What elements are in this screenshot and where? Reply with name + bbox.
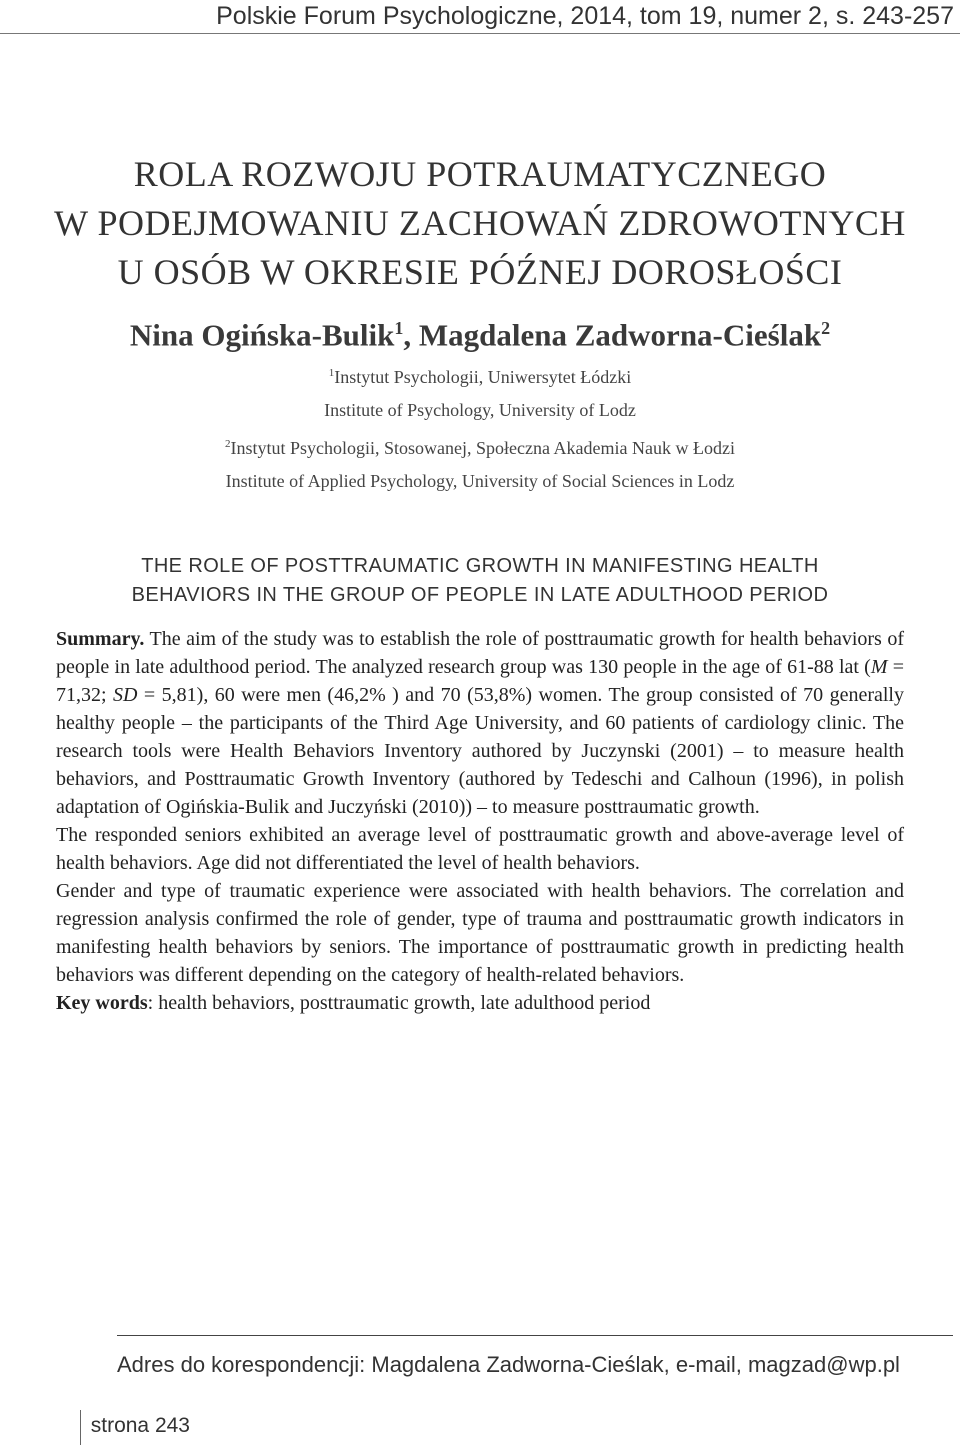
affiliation-2-mark: 2 — [225, 438, 231, 450]
page-number: strona 243 — [90, 1414, 190, 1437]
author-list — [40, 308, 920, 355]
keywords-label: Key words — [56, 992, 148, 1014]
article-title — [40, 150, 920, 297]
affiliation-1 — [40, 357, 920, 427]
summary-label: Summary. — [56, 628, 145, 650]
abstract-text: The aim of the study was to establish the role of posttraumatic growth for health behaviors of people in late adulthood period. The analyzed research group was 130 people in the age of 61-88 lat ( — [56, 628, 904, 678]
author-1: Nina Ogińska-Bulik — [129, 317, 395, 353]
keywords — [56, 989, 904, 1017]
affiliation-1-polish: Instytut Psychologii, Uniwersytet Łódzki — [334, 367, 632, 387]
author-2: Magdalena Zadworna-Cieślak — [418, 317, 822, 353]
footnote-divider — [117, 1335, 953, 1336]
english-title-line-1: THE ROLE OF POSTTRAUMATIC GROWTH IN MANIFESTING HEALTH — [141, 555, 819, 577]
affiliation-2-english: Institute of Applied Psychology, University of Social Sciences in Lodz — [225, 471, 735, 491]
keywords-list: : health behaviors, posttraumatic growth, late adulthood period — [147, 992, 651, 1014]
abstract-text: = 5,81), 60 were men (46,2% ) and 70 (53,8%) women. The group consisted of 70 generally healthy people – the participants of the Third Age University, and 60 patients of cardiology clinic. The research tools were Health Behaviors Inventory authored by Juczynski (2001) – to measure health behaviors, and Posttraumatic Growth Inventory (authored by Tedeschi and Calhoun (1996), in polish adaptation of Ogińskia-Bulik and Juczyński (2010)) – to measure posttraumatic growth. — [56, 684, 904, 818]
author-2-affiliation-mark: 2 — [821, 318, 831, 338]
sd-symbol: SD — [113, 684, 138, 706]
correspondence-footnote: Adres do korespondencji: Magdalena Zadworna-Cieślak, e-mail, magzad@wp.pl — [117, 1352, 900, 1377]
running-head: Polskie Forum Psychologiczne, 2014, tom 19, numer 2, s. 243-257 — [0, 0, 960, 34]
abstract-paragraph-2: The responded seniors exhibited an average level of posttraumatic growth and above-average level of health behaviors. Age did not differentiated the level of health behaviors. — [56, 824, 904, 874]
author-1-affiliation-mark: 1 — [394, 318, 404, 338]
mean-symbol: M — [870, 656, 888, 678]
english-title — [56, 552, 904, 610]
affiliation-2 — [40, 428, 920, 498]
affiliation-2-polish: Instytut Psychologii, Stosowanej, Społeczna Akademia Nauk w Łodzi — [230, 438, 735, 458]
abstract-paragraph-3: Gender and type of traumatic experience were associated with health behaviors. The correlation and regression analysis confirmed the role of gender, type of trauma and posttraumatic growth indicators in manifesting health behaviors by seniors. The importance of posttraumatic growth in predicting health behaviors was different depending on the category of health-related behaviors. — [56, 880, 904, 986]
title-line-1: ROLA ROZWOJU POTRAUMATYCZNEGO — [133, 154, 827, 194]
abstract-paragraph-1 — [56, 625, 904, 821]
title-line-3: U OSÓB W OKRESIE PÓŹNEJ DOROSŁOŚCI — [117, 252, 843, 292]
affiliation-1-mark: 1 — [328, 367, 335, 379]
affiliation-1-english: Institute of Psychology, University of Lodz — [324, 400, 636, 420]
title-line-2: W PODEJMOWANIU ZACHOWAŃ ZDROWOTNYCH — [54, 203, 906, 243]
author-separator: , — [403, 317, 419, 353]
english-title-line-2: BEHAVIORS IN THE GROUP OF PEOPLE IN LATE ADULTHOOD PERIOD — [131, 584, 829, 606]
abstract — [56, 625, 904, 1017]
abstract-text: = 71,32; — [56, 656, 905, 706]
